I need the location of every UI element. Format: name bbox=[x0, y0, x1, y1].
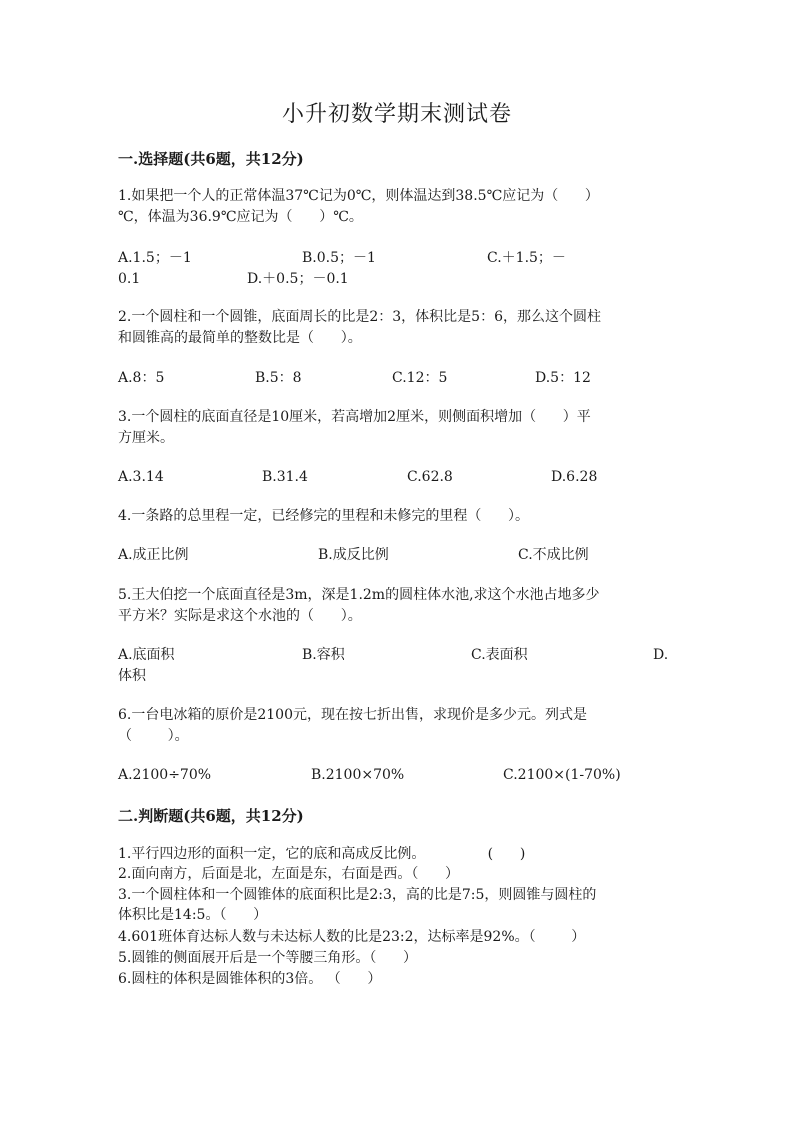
question-6-option-c: C.2100×(1-70%) bbox=[503, 767, 621, 783]
question-5-option-a: A.底面积 bbox=[118, 647, 175, 663]
question-6-option-b: B.2100×70% bbox=[311, 767, 405, 783]
judgment-item: 体积比是14:5。（ ） bbox=[118, 907, 268, 923]
section-heading-choice: 一.选择题(共6题，共12分) bbox=[118, 150, 304, 168]
question-5-option-d-continued: 体积 bbox=[118, 668, 146, 684]
question-1-option-c-continued: 0.1 bbox=[118, 271, 141, 287]
question-3-line-2: 方厘米。 bbox=[118, 430, 174, 446]
judgment-item: 5.圆锥的侧面展开后是一个等腰三角形。（ ） bbox=[118, 950, 418, 966]
question-1-line-1: 1.如果把一个人的正常体温37℃记为0℃，则体温达到38.5℃应记为（ ） bbox=[118, 188, 599, 204]
page-title: 小升初数学期末测试卷 bbox=[281, 102, 512, 127]
question-4-option-b: B.成反比例 bbox=[318, 547, 389, 563]
question-2-option-a: A.8：5 bbox=[118, 370, 165, 386]
question-5-line-1: 5.王大伯挖一个底面直径是3m，深是1.2m的圆柱体水池,求这个水池占地多少 bbox=[118, 587, 600, 603]
question-6-option-a: A.2100÷70% bbox=[118, 767, 212, 783]
question-3-option-d: D.6.28 bbox=[551, 469, 598, 485]
question-1-option-d: D.＋0.5；－0.1 bbox=[247, 271, 349, 287]
question-2-option-c: C.12：5 bbox=[392, 370, 448, 386]
question-2-option-b: B.5：8 bbox=[255, 370, 302, 386]
question-1-option-a: A.1.5；－1 bbox=[118, 250, 192, 266]
question-5-line-2: 平方米？实际是求这个水池的（ ）。 bbox=[118, 608, 362, 624]
question-3-option-c: C.62.8 bbox=[407, 469, 453, 485]
question-1-line-2: ℃，体温为36.9℃应记为（ ）℃。 bbox=[118, 209, 363, 225]
question-6-line-2: （ ）。 bbox=[118, 728, 189, 744]
question-1-option-c: C.＋1.5；－ bbox=[487, 250, 566, 266]
question-2-line-2: 和圆锥高的最简单的整数比是（ ）。 bbox=[118, 330, 362, 346]
judgment-item: 3.一个圆柱体和一个圆锥体的底面积比是2:3，高的比是7:5，则圆锥与圆柱的 bbox=[118, 887, 597, 903]
question-3-option-a: A.3.14 bbox=[118, 469, 164, 485]
question-4-line-1: 4.一条路的总里程一定，已经修完的里程和未修完的里程（ ）。 bbox=[118, 508, 530, 524]
question-1-option-b: B.0.5；－1 bbox=[302, 250, 376, 266]
question-4-option-a: A.成正比例 bbox=[118, 547, 189, 563]
question-3-line-1: 3.一个圆柱的底面直径是10厘米，若高增加2厘米，则侧面积增加（ ）平 bbox=[118, 409, 591, 425]
judgment-item: 1.平行四边形的面积一定，它的底和高成反比例。 ( ) bbox=[118, 846, 526, 862]
question-5-option-d: D. bbox=[653, 647, 669, 663]
question-2-line-1: 2.一个圆柱和一个圆锥，底面周长的比是2：3，体积比是5：6，那么这个圆柱 bbox=[118, 309, 601, 325]
judgment-item: 2.面向南方，后面是北，左面是东，右面是西。（ ） bbox=[118, 866, 460, 882]
judgment-item: 4.601班体育达标人数与未达标人数的比是23:2，达标率是92%。（ ） bbox=[118, 929, 586, 945]
question-6-line-1: 6.一台电冰箱的原价是2100元，现在按七折出售，求现价是多少元。列式是 bbox=[118, 707, 587, 723]
section-heading-judgment: 二.判断题(共6题，共12分) bbox=[118, 807, 304, 825]
question-2-option-d: D.5：12 bbox=[535, 370, 591, 386]
question-3-option-b: B.31.4 bbox=[262, 469, 308, 485]
question-4-option-c: C.不成比例 bbox=[518, 547, 589, 563]
question-5-option-b: B.容积 bbox=[302, 647, 345, 663]
question-5-option-c: C.表面积 bbox=[471, 647, 528, 663]
judgment-item: 6.圆柱的体积是圆锥体积的3倍。 （ ） bbox=[118, 971, 382, 987]
